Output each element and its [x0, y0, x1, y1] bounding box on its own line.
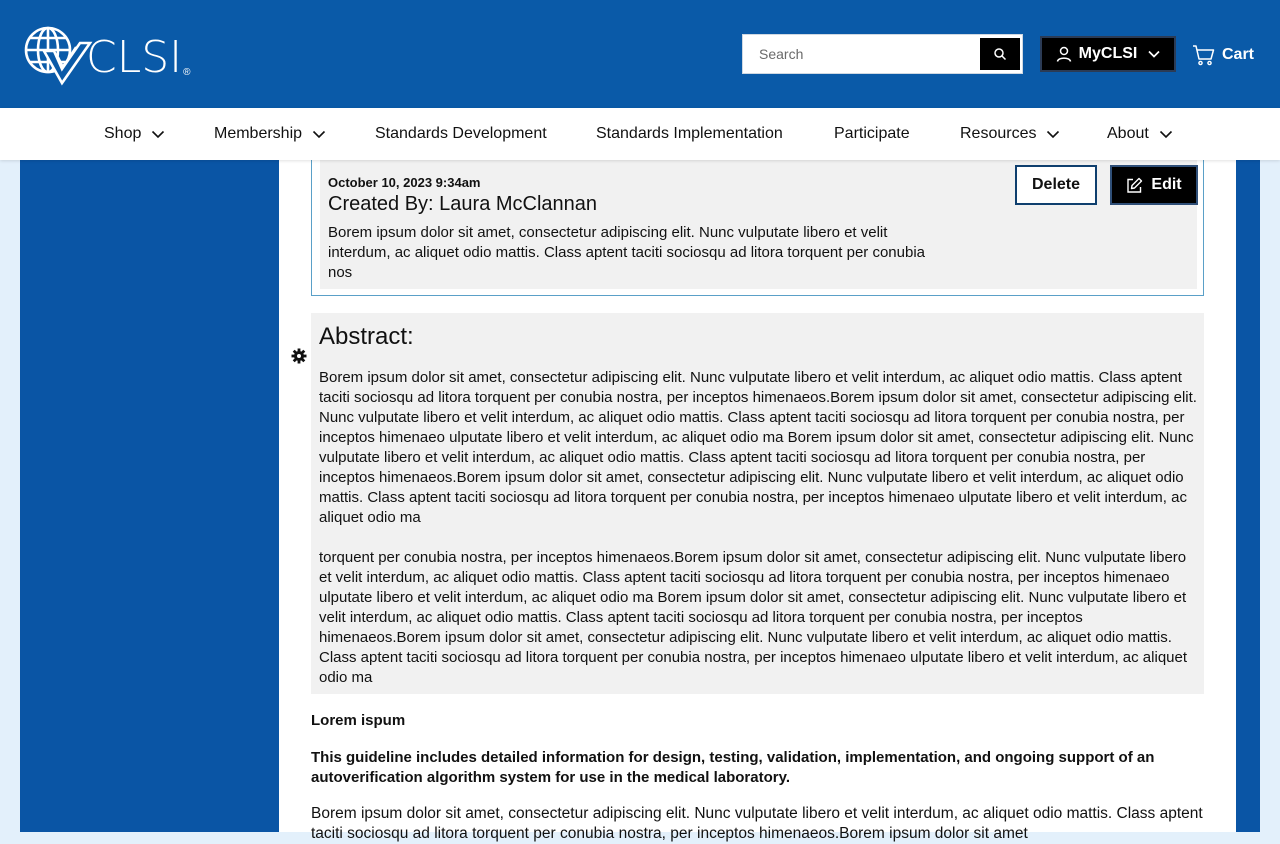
nav-label: Standards Development — [375, 125, 547, 142]
chevron-down-icon — [1147, 49, 1161, 59]
left-sidebar — [20, 160, 279, 832]
main-nav — [0, 108, 1280, 160]
clsi-logo[interactable] — [22, 22, 191, 86]
nav-label: Participate — [834, 125, 910, 142]
abstract-title: Abstract: — [319, 323, 414, 350]
globe-logo-icon — [22, 23, 92, 85]
chevron-down-icon — [1046, 130, 1060, 139]
guideline-summary: This guideline includes detailed information for design, testing, validation, implementation, and ongoing support of an autoverification algorithm system for use in the medical laboratory. — [311, 749, 1155, 786]
site-header — [0, 0, 1280, 108]
nav-item-about[interactable] — [1107, 108, 1173, 160]
nav-item-standards-implementation[interactable] — [596, 108, 783, 160]
comment-card — [311, 150, 1204, 296]
edit-label: Edit — [1151, 176, 1182, 193]
nav-label: Shop — [104, 125, 142, 142]
delete-label: Delete — [1031, 176, 1081, 193]
delete-button[interactable] — [1015, 165, 1097, 205]
nav-label: About — [1107, 125, 1149, 142]
nav-label: Resources — [960, 125, 1037, 142]
comment-body: Borem ipsum dolor sit amet, consectetur adipiscing elit. Nunc vulputate libero et velit interdum, ac aliquet odio mattis. Class aptent taciti sociosqu ad litora torquent per conubia nos — [328, 224, 925, 281]
chevron-down-icon — [1159, 130, 1173, 139]
logo-wordmark: CLSI — [86, 31, 183, 83]
nav-label: Membership — [214, 125, 303, 142]
abstract-paragraph-2: torquent per conubia nostra, per inceptos himenaeos.Borem ipsum dolor sit amet, consectetur adipiscing elit. Nunc vulputate libero et velit interdum, ac aliquet odio mattis. Class aptent taciti sociosqu ad litora torquent per conubia nostra, per inceptos himenaeo ulputate libero et velit interdum, ac aliquet odio ma Borem ipsum dolor sit amet, consectetur adipiscing elit. Nunc vulputate libero et velit interdum, ac aliquet odio mattis. Class aptent taciti sociosqu ad litora torquent per conubia nostra, per inceptos himenaeos.Borem ipsum dolor sit amet, consectetur adipiscing elit. Nunc vulputate libero et velit interdum, ac aliquet odio mattis. Class aptent taciti sociosqu ad litora torquent per conubia nostra, per inceptos himenaeo ulputate libero et velit interdum, ac aliquet odio ma — [319, 549, 1188, 686]
cart-link[interactable] — [1192, 40, 1254, 70]
myclsi-account-button[interactable] — [1040, 36, 1176, 72]
section-heading: Lorem ispum — [311, 712, 406, 729]
search-icon — [993, 47, 1007, 61]
settings-gear-icon[interactable] — [288, 345, 310, 367]
right-rail — [1236, 160, 1260, 832]
abstract-section — [311, 313, 1204, 694]
body-paragraph: Borem ipsum dolor sit amet, consectetur adipiscing elit. Nunc vulputate libero et velit interdum, ac aliquet odio mattis. Class aptent taciti sociosqu ad litora torquent per conubia nostra, per inceptos himenaeos.Borem ipsum dolor sit amet — [311, 805, 1203, 842]
nav-item-shop[interactable] — [104, 108, 165, 160]
nav-label: Standards Implementation — [596, 125, 783, 142]
cart-icon — [1192, 43, 1216, 67]
edit-button[interactable] — [1110, 165, 1198, 205]
search-button[interactable] — [980, 38, 1020, 70]
search-input[interactable] — [743, 35, 980, 73]
cart-label: Cart — [1222, 46, 1255, 63]
comment-author: Created By: Laura McClannan — [328, 193, 598, 215]
nav-item-membership[interactable] — [214, 108, 326, 160]
nav-item-resources[interactable] — [960, 108, 1060, 160]
search-bar — [742, 34, 1023, 74]
user-icon — [1055, 45, 1073, 63]
chevron-down-icon — [312, 130, 326, 139]
gear-icon — [291, 348, 307, 364]
comment-date: October 10, 2023 9:34am — [328, 175, 481, 190]
chevron-down-icon — [151, 130, 165, 139]
comment-panel — [320, 159, 1197, 289]
account-label: MyCLSI — [1078, 45, 1138, 62]
nav-item-participate[interactable] — [834, 108, 910, 160]
nav-item-standards-development[interactable] — [375, 108, 547, 160]
registered-mark: ® — [183, 67, 191, 78]
edit-icon — [1126, 177, 1143, 194]
abstract-paragraph-1: Borem ipsum dolor sit amet, consectetur adipiscing elit. Nunc vulputate libero et velit interdum, ac aliquet odio mattis. Class aptent taciti sociosqu ad litora torquent per conubia nostra, per inceptos himenaeos.Borem ipsum dolor sit amet, consectetur adipiscing elit. Nunc vulputate libero et velit interdum, ac aliquet odio mattis. Class aptent taciti sociosqu ad litora torquent per conubia nostra, per inceptos himenaeo ulputate libero et velit interdum, ac aliquet odio ma Borem ipsum dolor sit amet, consectetur adipiscing elit. Nunc vulputate libero et velit interdum, ac aliquet odio mattis. Class aptent taciti sociosqu ad litora torquent per conubia nostra, per inceptos himenaeos.Borem ipsum dolor sit amet, consectetur adipiscing elit. Nunc vulputate libero et velit interdum, ac aliquet odio mattis. Class aptent taciti sociosqu ad litora torquent per conubia nostra, per inceptos himenaeo ulputate libero et velit interdum, ac aliquet odio ma — [319, 369, 1197, 526]
